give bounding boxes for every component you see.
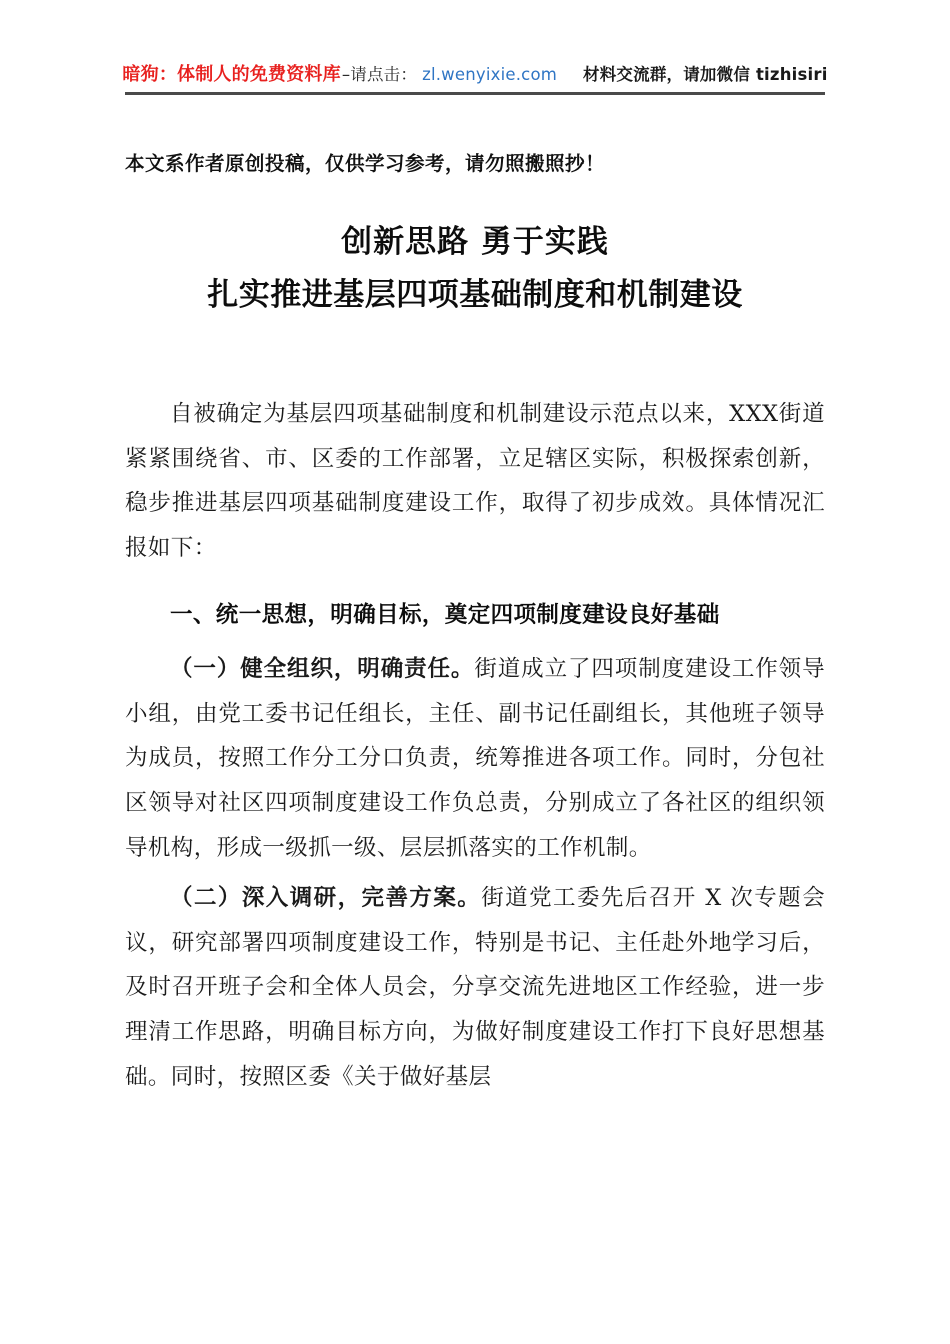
promo-click-prompt: –请点击： — [341, 65, 418, 84]
intro-paragraph: 自被确定为基层四项基础制度和机制建设示范点以来，XXX街道紧紧围绕省、市、区委的工作部署，立足辖区实际，积极探索创新，稳步推进基层四项基础制度建设工作，取得了初步成效。具体情况汇报如下： — [125, 401, 825, 562]
header-divider-rule — [125, 92, 825, 95]
subsection-1-body: 街道成立了四项制度建设工作领导小组，由党工委书记任组长，主任、副书记任副组长，其他班子领导为成员，按照工作分工分口负责，统筹推进各项工作。同时，分包社区领导对社区四项制度建设工作负总责，分别成立了各社区的组织领导机构，形成一级抓一级、层层抓落实的工作机制。 — [125, 656, 825, 861]
original-submission-notice: 本文系作者原创投稿，仅供学习参考，请勿照搬照抄！ — [125, 152, 606, 175]
document-title-line-1: 创新思路 勇于实践 — [341, 224, 609, 261]
document-content — [125, 150, 825, 1105]
subsection-paragraph-1 — [125, 647, 825, 870]
promo-wechat-text: 材料交流群，请加微信 tizhisiri — [583, 65, 828, 84]
promo-header-line — [122, 60, 827, 86]
promo-header-banner — [122, 56, 828, 90]
promo-website-link[interactable]: zl.wenyixie.com — [422, 65, 558, 84]
subsection-paragraph-2 — [125, 876, 825, 1099]
section-heading-1: 一、统一思想，明确目标，奠定四项制度建设良好基础 — [170, 601, 720, 628]
promo-brand-text: 暗狗：体制人的免费资料库 — [122, 64, 341, 85]
document-title-line-2: 扎实推进基层四项基础制度和机制建设 — [207, 276, 743, 313]
subsection-2-body: 街道党工委先后召开 X 次专题会议，研究部署四项制度建设工作，特别是书记、主任赴外地学习后，及时召开班子会和全体人员会，分享交流先进地区工作经验，进一步理清工作思路，明确目标方向，为做好制度建设工作打下良好思想基础。同时，按照区委《关于做好基层 — [125, 885, 825, 1090]
subsection-2-lead: （二）深入调研，完善方案。 — [170, 885, 482, 912]
document-title-block — [125, 219, 825, 318]
subsection-1-lead: （一）健全组织，明确责任。 — [170, 656, 475, 683]
document-body — [125, 392, 825, 1099]
